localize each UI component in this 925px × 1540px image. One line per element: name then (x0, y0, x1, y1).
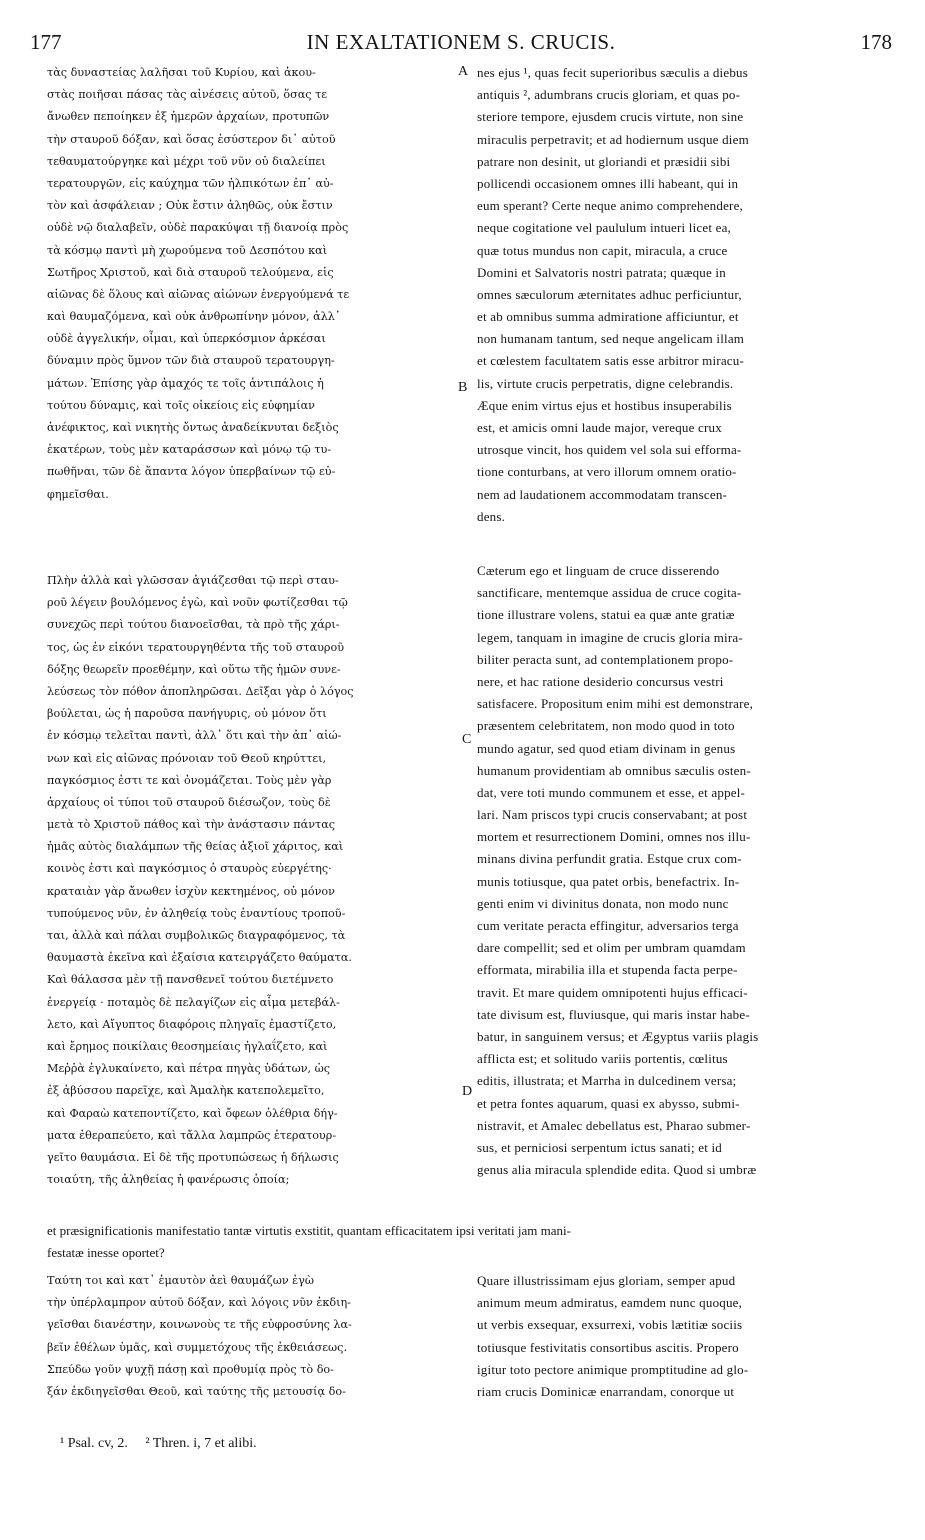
text-line: eum sperant? Certe neque animo comprehendere, (477, 198, 743, 214)
footnote-2: ² Thren. i, 7 et alibi. (145, 1436, 257, 1451)
text-line: animum meum admiratus, eamdem nunc quoque, (477, 1295, 743, 1311)
text-line: τὸν καὶ ἀσφάλειαν ; Οὐκ ἔστιν ἀληθῶς, οὐκ ἔστιν (47, 199, 333, 213)
text-line: Ταύτη τοι καὶ κατ᾿ ἐμαυτὸν ἀεὶ θαυμάζων ἐγὼ (47, 1274, 314, 1287)
text-line: quæ totus mundus non capit, miracula, a cruce (477, 242, 728, 258)
text-line: Quare illustrissimam ejus gloriam, semper apud (477, 1273, 736, 1288)
text-line: sus, et perniciosi serpentum ictus sanati; et id (477, 1139, 722, 1155)
greek-column-block-1 (47, 62, 455, 506)
text-line: neque cogitatione vel paululum intueri licet ea, (477, 220, 731, 236)
greek-column-block-3 (47, 1270, 455, 1403)
text-line: τερατουργῶν, εἰς καύχημα τῶν ἠλπικότων ἐπ᾿ αὐ- (47, 176, 334, 190)
text-line: ut verbis exsequar, exsurrexi, vobis lætitiæ sociis (477, 1317, 743, 1333)
text-line: τὰς δυναστείας λαλῆσαι τοῦ Κυρίου, καὶ ἀκου- (47, 66, 316, 79)
text-line: κοινὸς ἐστι καὶ παγκόσμιος ὁ σταυρὸς εὐεργέτης· (47, 862, 332, 876)
page-number-left: 177 (30, 30, 62, 54)
text-line: efformata, mirabilia illa et stupenda facta perpe- (477, 962, 738, 978)
text-line: τεθαυματούργηκε καὶ μέχρι τοῦ νῦν οὐ διαλείπει (47, 154, 326, 168)
text-line: biliter peracta sunt, ad contemplationem propo- (477, 651, 734, 667)
text-line: satisfacere. Propositum enim mihi est demonstrare, (477, 696, 754, 712)
text-line: nes ejus ¹, quas fecit superioribus sæculis a diebus (477, 65, 749, 80)
text-line: καὶ θαυμαζόμενα, καὶ οὐκ ἀνθρωπίνην μόνον, ἀλλ᾿ (47, 310, 341, 324)
text-line: παγκόσμιος ἐστι τε καὶ ὀνομάζεται. Τοὺς μὲν γὰρ (47, 773, 332, 787)
text-line: dens. (477, 508, 506, 524)
text-line: τὴν ὑπέρλαμπρον αὐτοῦ δόξαν, καὶ λόγοις νῦν ἐκδιη- (47, 1296, 351, 1310)
text-line: nem ad laudationem accommodatam transcen- (477, 486, 728, 502)
text-line: munis totiusque, qua patet orbis, benefactrix. In- (477, 873, 740, 889)
text-line: τούτου δύναμις, καὶ τοῖς οἰκείοις εἰς εὐφημίαν (47, 398, 315, 412)
text-line: genti enim vi divinitus donata, non modo nunc (477, 895, 729, 911)
text-line: ξάν ἐκδιηγεῖσθαι Θεοῦ, καὶ ταύτης τῆς μετουσίᾳ δο- (47, 1384, 346, 1398)
text-line: humanum providentiam ab omnibus sæculis osten- (477, 762, 751, 778)
text-line: et petra fontes aquarum, quasi ex abysso, submi- (477, 1095, 740, 1111)
full-width-paragraph (47, 1220, 887, 1264)
page-header (30, 30, 892, 58)
text-line: cum veritate peracta effingitur, adversarios terga (477, 918, 739, 933)
text-line: τος, ὡς ἐν εἰκόνι τερατουργηθέντα τῆς τοῦ σταυροῦ (47, 640, 344, 654)
text-line: βεῖν ἐθέλων ὑμᾶς, καὶ συμμετόχους τῆς ἐκθειάσεως. (47, 1340, 348, 1354)
text-line: δόξης θεωρεῖν προεθέμην, καὶ οὕτω τῆς ἡμῶν συνε- (47, 662, 341, 676)
text-line: ἐνεργείᾳ · ποταμὸς δὲ πελαγίζων εἰς αἷμα μετεβάλ- (47, 995, 340, 1009)
text-line: θαυμαστὰ ἐκεῖνα καὶ ἐξαίσια κατειργάζετο θαύματα. (47, 951, 352, 965)
text-line: ροῦ λέγειν βουλόμενος ἐγὼ, καὶ νοῦν φωτίζεσθαι τῷ (47, 596, 348, 610)
margin-marker-b: B (458, 380, 468, 395)
text-line: ἀρχαίους οἱ τύποι τοῦ σταυροῦ διέσωζον, τοὺς δὲ (47, 795, 331, 809)
text-line: genus alia miracula splendide edita. Quod si umbræ (477, 1162, 757, 1178)
text-line: omnes sæculorum æternitates adhuc perficiuntur, (477, 286, 742, 302)
text-line: tione illustrare volens, statui ea quæ ante gratiæ (477, 607, 735, 623)
text-line: et ab omnibus summa admiratione afficiuntur, et (477, 309, 739, 325)
text-line: τὰ κόσμῳ παντὶ μὴ χωρούμενα τοῦ Δεσπότου καὶ (47, 243, 328, 257)
text-line: καὶ Φαραὼ κατεποντίζετο, καὶ ὄφεων ὀλέθρια δήγ- (47, 1106, 338, 1120)
latin-column-block-2 (477, 560, 887, 1181)
text-line: ται, ἀλλὰ καὶ πάλαι συμβολικῶς διαγραφόμενος, τὰ (47, 929, 346, 942)
text-line: μάτων. Ἐπίσης γὰρ ἀμαχός τε τοῖς ἀντιπάλοις ἡ (47, 376, 324, 390)
text-line: sanctificare, mentemque assidua de cruce cogita- (477, 585, 742, 601)
text-line: nere, et hac ratione desiderio concursus vestri (477, 673, 724, 689)
text-line: ἐξ ἀβύσσου παρεῖχε, καὶ Ἀμαλὴκ κατεπολεμεῖτο, (47, 1084, 325, 1098)
text-line: συνεχῶς περὶ τούτου διανοεῖσθαι, τὰ πρὸ τῆς χάρι- (47, 618, 340, 632)
text-line: Æque enim virtus ejus et hostibus insuperabilis (477, 397, 732, 413)
text-line: κραταιὰν γὰρ ἄνωθεν ἰσχὺν κεκτημένος, οὐ μόνον (47, 884, 335, 898)
text-line: tate divisum est, fluviusque, qui maris instar habe- (477, 1006, 750, 1022)
text-line: dare compellit; sed et olim per umbram quamdam (477, 940, 746, 956)
text-line: non humanam tantum, sed neque angelicam illam (477, 331, 745, 347)
text-line: ἑκατέρων, τοὺς μὲν καταράσσων καὶ μόνῳ τῷ τυ- (47, 443, 332, 457)
text-line: πωθῆναι, τῶν δὲ ἅπαντα λόγον ὑπερβαίνων τῷ εὐ- (47, 465, 336, 479)
latin-column-block-3 (477, 1270, 887, 1403)
text-line: nistravit, et Amalec debellatus est, Pharao submer- (477, 1117, 751, 1133)
footnotes (60, 1436, 271, 1452)
text-line: mundo agatur, sed quod etiam divinam in genus (477, 740, 736, 756)
greek-column-block-2 (47, 570, 455, 1191)
text-line: οὐδὲ ἀγγελικήν, οἶμαι, καὶ ὑπερκόσμιον ἀρκέσαι (47, 332, 326, 346)
text-line: editis, illustrata; et Marrha in dulcedinem versa; (477, 1073, 737, 1089)
text-line: pollicendi occasionem omnes illi habeant, qui in (477, 175, 739, 191)
text-line: Μεῤῥὰ ἐγλυκαίνετο, καὶ πέτρα πηγὰς ὑδάτων, ὡς (47, 1062, 331, 1076)
text-line: καὶ ἔρημος ποικίλαις θεοσημείαις ἠγλαΐζετο, καὶ (47, 1039, 328, 1053)
text-line: γεῖτο θαυμάσια. Εἰ δὲ τῆς προτυπώσεως ἡ δήλωσις (47, 1150, 339, 1164)
text-line: ἀνέφικτος, καὶ νικητὴς ὄντως ἀναδείκνυται δεξιὸς (47, 421, 339, 434)
text-line: Σπεύδω γοῦν ψυχῇ πάσῃ καὶ προθυμίᾳ πρὸς τὸ δο- (47, 1362, 334, 1376)
text-line: λεύσεως τὸν πόθον ἀποπληρῶσαι. Δεῖξαι γὰρ ὁ λόγος (47, 684, 354, 698)
text-line: τὴν σταυροῦ δόξαν, καὶ ὅσας ἑσύστερον δι᾿ αὐτοῦ (47, 132, 336, 146)
page-number-right: 178 (860, 30, 892, 54)
text-line: festatæ inesse oportet? (47, 1245, 165, 1261)
text-line: præsentem celebritatem, non modo quod in toto (477, 718, 735, 734)
text-line: ματα ἐθεραπεύετο, καὶ τἄλλα λαμπρῶς ἐτερατουρ- (47, 1128, 337, 1142)
text-line: utrosque vincit, hos quidem vel sola sui efforma- (477, 442, 742, 458)
text-line: ἐν κόσμῳ τελεῖται παντὶ, ἀλλ᾿ ὅτι καὶ τὴν ἀπ᾿ αἰώ- (47, 729, 342, 743)
text-line: αἰῶνας δὲ ὅλους καὶ αἰῶνας αἰώνων ἐνεργούμενά τε (47, 287, 350, 301)
text-line: miraculis perpetravit; et ad hodiernum usque diem (477, 131, 749, 147)
margin-marker-a: A (458, 64, 469, 79)
text-line: δύναμιν πρὸς ὕμνον τῶν διὰ σταυροῦ τερατουργη- (47, 354, 335, 368)
text-line: ἡμᾶς αὐτὸς διαλάμπων τῆς θείας ἀξιοῖ χάριτος, καὶ (47, 840, 344, 854)
text-line: et cœlestem facultatem satis esse arbitror miracu- (477, 353, 745, 369)
margin-marker-c: C (462, 732, 472, 747)
footnote-1: ¹ Psal. cv, 2. (60, 1436, 128, 1451)
text-line: minans divina perfundit gratia. Estque crux com- (477, 851, 742, 867)
text-line: Σωτῆρος Χριστοῦ, καὶ διὰ σταυροῦ τελούμενα, εἰς (47, 265, 334, 279)
latin-column-block-1 (477, 62, 887, 528)
text-line: patrare non desinit, ut gloriandi et præsidii sibi (477, 153, 731, 169)
text-line: Πλὴν ἀλλὰ καὶ γλῶσσαν ἁγιάζεσθαι τῷ περὶ σταυ- (47, 574, 339, 587)
margin-marker-d: D (462, 1084, 473, 1099)
text-line: et præsignificationis manifestatio tantæ virtutis exstitit, quantam efficacitatem ipsi veritati jam mani- (47, 1223, 571, 1238)
text-line: batur, in sanguinem versus; et Ægyptus variis plagis (477, 1028, 759, 1044)
text-line: totiusque festivitatis consortibus ascitis. Propero (477, 1339, 739, 1355)
text-line: μετὰ τὸ Χριστοῦ πάθος καὶ τὴν ἀνάστασιν πάντας (47, 818, 336, 832)
text-line: βούλεται, ὡς ἡ παροῦσα πανήγυρις, οὐ μόνον ὅτι (47, 707, 327, 721)
text-line: ἄνωθεν πεποίηκεν ἐξ ἡμερῶν ἀρχαίων, προτυπῶν (47, 110, 330, 124)
text-line: travit. Et mare quidem omnipotenti hujus efficaci- (477, 984, 748, 1000)
text-line: riam crucis Dominicæ enarrandam, conorque ut (477, 1383, 735, 1399)
text-line: λετο, καὶ Αἴγυπτος διαφόροις πληγαῖς ἐμαστίζετο, (47, 1017, 337, 1031)
text-line: est, et amicis omni laude major, vereque crux (477, 420, 722, 435)
text-line: στὰς ποιῆσαι πάσας τὰς αἰνέσεις αὐτοῦ, ὅσας τε (47, 88, 328, 102)
text-line: lari. Nam priscos typi crucis conservabant; at post (477, 807, 748, 823)
text-line: lis, virtute crucis perpetratis, digne celebrandis. (477, 375, 734, 391)
text-line: οὐδὲ νῷ διαλαβεῖν, οὐδὲ παρακύψαι τῇ διανοίᾳ πρὸς (47, 221, 349, 235)
text-line: Cæterum ego et linguam de cruce disserendo (477, 563, 720, 578)
text-line: τοιαύτη, τῆς ἀληθείας ἡ φανέρωσις ὁποία; (47, 1173, 290, 1187)
text-line: legem, tanquam in imagine de crucis gloria mira- (477, 629, 743, 645)
text-line: afflicta est; et solitudo variis portentis, cœlitus (477, 1051, 728, 1067)
running-title: IN EXALTATIONEM S. CRUCIS. (306, 30, 616, 54)
text-line: dat, vere toti mundo communem et esse, et appel- (477, 784, 746, 800)
text-line: νων καὶ εἰς αἰῶνας πρόνοιαν τοῦ Θεοῦ κηρύττει, (47, 751, 327, 765)
text-line: τυπούμενος νῦν, ἐν ἀληθείᾳ τοὺς ἐναντίους τροποῦ- (47, 906, 346, 920)
text-line: mortem et resurrectionem Domini, omnes nos illu- (477, 829, 751, 845)
text-line: Domini et Salvatoris nostri patrata; quæque in (477, 264, 726, 280)
text-line: steriore tempore, ejusdem crucis virtute, non sine (477, 109, 744, 125)
text-line: φημεῖσθαι. (47, 487, 109, 501)
text-line: γεῖσθαι διανέστην, κοινωνοὺς τε τῆς εὐφροσύνης λα- (47, 1318, 352, 1332)
text-line: Καὶ θάλασσα μὲν τῇ πανσθενεῖ τούτου διετέμνετο (47, 973, 334, 987)
text-line: antiquis ², adumbrans crucis gloriam, et quas po- (477, 87, 741, 103)
text-line: igitur toto pectore animique promptitudine ad glo- (477, 1361, 749, 1377)
text-line: tione conturbans, at vero illorum omnem oratio- (477, 464, 737, 480)
